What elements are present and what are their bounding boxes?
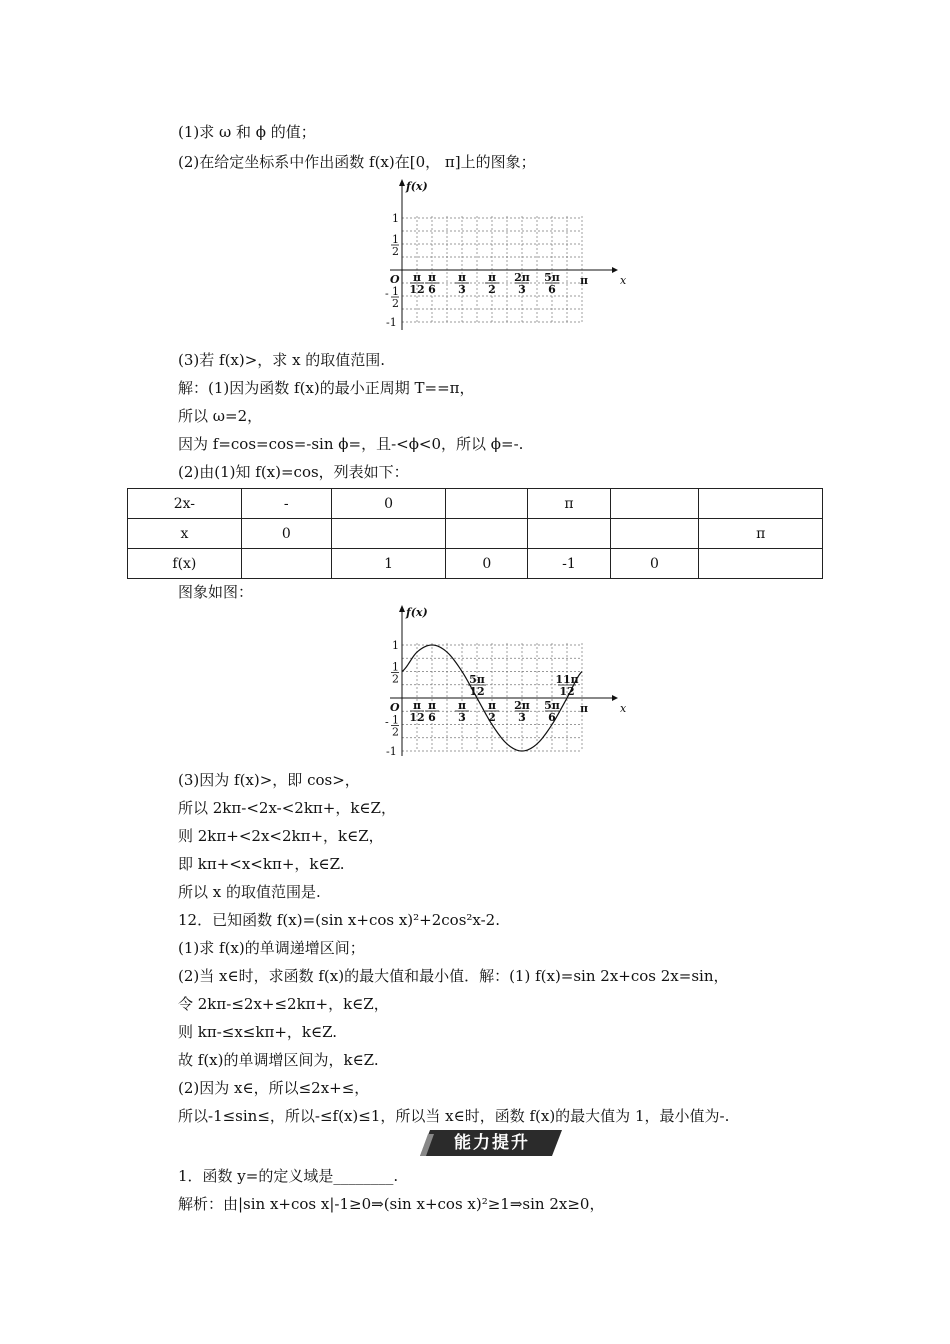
table-cell: [528, 519, 610, 549]
table-cell: [446, 489, 528, 519]
table-cell: x: [128, 519, 242, 549]
x-tick-numerator: π: [457, 699, 467, 712]
solution-line-4: (2)由(1)知 f(x)=cos，列表如下：: [178, 463, 409, 481]
problem-12-line-5: 故 f(x)的单调增区间为，k∈Z.: [178, 1051, 379, 1069]
problem-12-line-4: 则 kπ-≤x≤kπ+，k∈Z.: [178, 1023, 338, 1041]
x-tick-denominator: 6: [428, 711, 436, 724]
x-tick-denominator: 12: [409, 283, 425, 296]
part3-line-3: 则 2kπ+<2x<2kπ+，k∈Z，: [178, 827, 384, 845]
table-cell: π: [528, 489, 610, 519]
table-cell: 0: [610, 549, 699, 579]
question-2: (2)在给定坐标系中作出函数 f(x)在[0， π]上的图象；: [178, 153, 536, 171]
y-axis-label: f(x): [406, 180, 428, 193]
part3-line-5: 所以 x 的取值范围是.: [178, 883, 321, 901]
x-tick-denominator: 6: [548, 711, 556, 724]
x-tick-denominator: 3: [458, 711, 466, 724]
section-title: 能力提升: [454, 1133, 530, 1153]
question-1: (1)求 ω 和 ϕ 的值；: [178, 123, 316, 141]
origin-label: O: [390, 273, 400, 286]
x-tick-numerator: 5π: [544, 699, 560, 712]
table-cell: π: [699, 519, 823, 549]
exercise-1: 1．函数 y=的定义域是________.: [178, 1167, 399, 1185]
zero-label-numerator: 11π: [555, 673, 579, 686]
table-cell: 0: [331, 489, 446, 519]
part3-line-4: 即 kπ+<x<kπ+，k∈Z.: [178, 855, 345, 873]
table-cell: -1: [528, 549, 610, 579]
graph-intro: 图象如图：: [178, 583, 254, 601]
table-cell: 1: [331, 549, 446, 579]
zero-label-denominator: 12: [559, 685, 575, 698]
x-tick-denominator: 3: [518, 711, 526, 724]
problem-12-part-2: (2)当 x∈时，求函数 f(x)的最大值和最小值．解：(1) f(x)=sin 2x+cos 2x=sin，: [178, 967, 729, 985]
zero-label-numerator: 5π: [469, 673, 485, 686]
function-graph-figure: [370, 602, 627, 760]
problem-12-part-1: (1)求 f(x)的单调递增区间；: [178, 939, 365, 957]
table-cell: [610, 519, 699, 549]
y-tick-label: 1: [392, 639, 399, 652]
x-tick-numerator: π: [487, 271, 497, 284]
y-axis-label: f(x): [406, 606, 428, 619]
y-tick-label: 2: [392, 672, 399, 686]
x-tick-denominator: 2: [488, 711, 496, 724]
y-axis-arrow: [399, 179, 405, 186]
table-row: [128, 519, 823, 549]
x-tick-denominator: 3: [458, 283, 466, 296]
value-table: [127, 488, 823, 579]
x-tick-numerator: π: [457, 271, 467, 284]
x-tick-pi: π: [579, 702, 589, 715]
x-tick-numerator: π: [487, 699, 497, 712]
problem-12-line-6: (2)因为 x∈，所以≤2x+≤，: [178, 1079, 370, 1097]
x-tick-numerator: 2π: [514, 699, 530, 712]
x-tick-denominator: 6: [548, 283, 556, 296]
table-row: [128, 549, 823, 579]
origin-label: O: [390, 701, 400, 714]
x-tick-pi: π: [579, 274, 589, 287]
part3-line-1: (3)因为 f(x)>，即 cos>，: [178, 771, 360, 789]
y-tick-label: -: [385, 715, 389, 729]
y-tick-label: 1: [392, 285, 399, 298]
y-tick-label: -1: [386, 316, 397, 329]
y-tick-label: -1: [386, 745, 397, 758]
table-cell: [331, 519, 446, 549]
x-axis-label: x: [620, 274, 627, 287]
x-axis-arrow: [612, 695, 618, 701]
x-tick-numerator: π: [427, 271, 437, 284]
table-cell: 0: [446, 549, 528, 579]
x-tick-denominator: 2: [488, 283, 496, 296]
solution-line-1: 解：(1)因为函数 f(x)的最小正周期 T==π，: [178, 379, 475, 397]
table-cell: 2x-: [128, 489, 242, 519]
table-cell: f(x): [128, 549, 242, 579]
table-cell: [699, 549, 823, 579]
y-tick-label: 1: [392, 660, 399, 674]
x-tick-numerator: π: [427, 699, 437, 712]
empty-axes-figure: [370, 176, 627, 336]
y-axis-arrow: [399, 605, 405, 612]
table-row: [128, 489, 823, 519]
y-tick-label: 1: [392, 713, 399, 727]
exercise-1-solution: 解析：由|sin x+cos x|-1≥0⇒(sin x+cos x)²≥1⇒sin 2x≥0，: [178, 1195, 605, 1213]
y-tick-label: 2: [392, 297, 399, 310]
solution-line-2: 所以 ω=2，: [178, 407, 263, 425]
table-cell: [699, 489, 823, 519]
x-tick-denominator: 6: [428, 283, 436, 296]
x-axis-label: x: [620, 702, 627, 715]
x-tick-denominator: 12: [409, 711, 425, 724]
problem-12: 12．已知函数 f(x)=(sin x+cos x)²+2cos²x-2.: [178, 911, 500, 929]
x-axis-arrow: [612, 267, 618, 273]
x-tick-numerator: 5π: [544, 271, 560, 284]
x-tick-denominator: 3: [518, 283, 526, 296]
x-tick-numerator: π: [412, 271, 422, 284]
y-tick-label: 2: [392, 245, 399, 258]
x-tick-numerator: π: [412, 699, 422, 712]
solution-line-3: 因为 f=cos=cos=-sin ϕ=，且-<ϕ<0，所以 ϕ=-.: [178, 435, 524, 453]
problem-12-line-3: 令 2kπ-≤2x+≤2kπ+，k∈Z，: [178, 995, 389, 1013]
y-tick-label: 2: [392, 725, 399, 739]
table-cell: -: [241, 489, 331, 519]
problem-12-line-7: 所以-1≤sin≤，所以-≤f(x)≤1，所以当 x∈时，函数 f(x)的最大值为 1，最小值为-.: [178, 1107, 730, 1125]
table-cell: [610, 489, 699, 519]
zero-label-denominator: 12: [469, 685, 485, 698]
y-tick-label: -: [385, 287, 389, 300]
y-tick-label: 1: [392, 233, 399, 246]
x-tick-numerator: 2π: [514, 271, 530, 284]
y-tick-label: 1: [392, 212, 399, 225]
question-3: (3)若 f(x)>，求 x 的取值范围.: [178, 351, 386, 369]
part3-line-2: 所以 2kπ-<2x-<2kπ+，k∈Z，: [178, 799, 396, 817]
table-cell: 0: [241, 519, 331, 549]
table-cell: [241, 549, 331, 579]
table-cell: [446, 519, 528, 549]
